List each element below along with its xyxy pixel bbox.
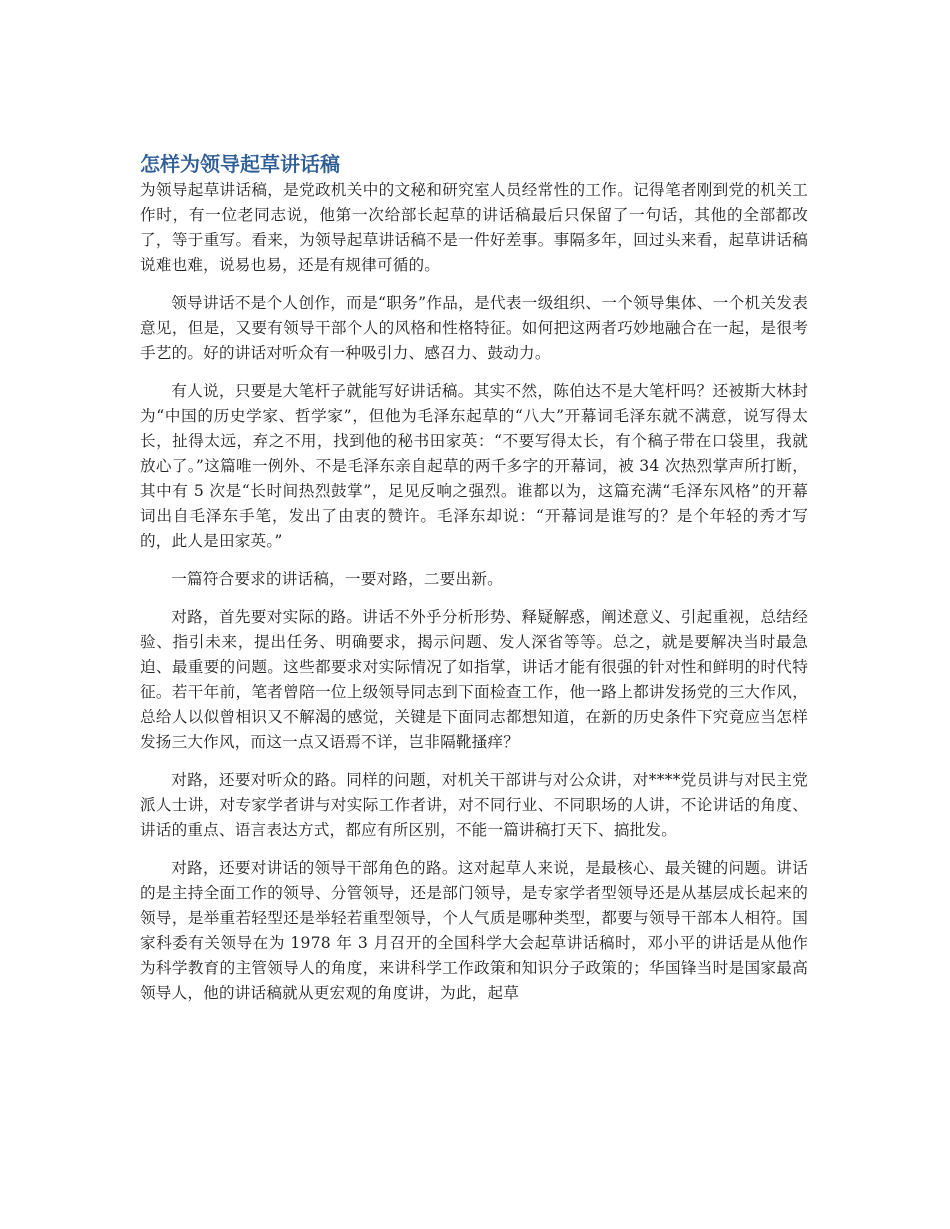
document-page	[140, 150, 808, 1019]
paragraph-5: 对路，首先要对实际的路。讲话不外乎分析形势、释疑解惑，阐述意义、引起重视，总结经验、指引未来，提出任务、明确要求，揭示问题、发人深省等等。总之，就是要解决当时最急迫、最重要的问题。这些都要求对实际情况了如指掌，讲话才能有很强的针对性和鲜明的时代特征。若干年前，笔者曾陪一位上级领导同志到下面检查工作，他一路上都讲发扬党的三大作风，总给人以似曾相识又不解渴的感觉，关键是下面同志都想知道，在新的历史条件下究竟应当怎样发扬三大作风，而这一点又语焉不详，岂非隔靴搔痒？	[140, 608, 808, 751]
paragraph-4: 一篇符合要求的讲话稿，一要对路，二要出新。	[171, 570, 503, 588]
paragraph-intro: 为领导起草讲话稿，是党政机关中的文秘和研究室人员经常性的工作。记得笔者刚到党的机关工作时，有一位老同志说，他第一次给部长起草的讲话稿最后只保留了一句话，其他的全部都改了，等于重写。看来，为领导起草讲话稿不是一件好差事。事隔多年，回过头来看，起草讲话稿说难也难，说易也易，还是有规律可循的。	[140, 181, 808, 274]
document-title: 怎样为领导起草讲话稿	[140, 152, 340, 176]
paragraph-2: 领导讲话不是个人创作，而是“职务”作品，是代表一级组织、一个领导集体、一个机关发表意见，但是，又要有领导干部个人的风格和性格特征。如何把这两者巧妙地融合在一起，是很考手艺的。好的讲话对听众有一种吸引力、感召力、鼓动力。	[140, 294, 808, 362]
paragraph-6: 对路，还要对听众的路。同样的问题，对机关干部讲与对公众讲，对****党员讲与对民主党派人士讲，对专家学者讲与对实际工作者讲，对不同行业、不同职场的人讲，不论讲话的角度、讲话的重点、语言表达方式，都应有所区别，不能一篇讲稿打天下、搞批发。	[140, 771, 808, 839]
paragraph-7: 对路，还要对讲话的领导干部角色的路。这对起草人来说，是最核心、最关键的问题。讲话的是主持全面工作的领导、分管领导，还是部门领导，是专家学者型领导还是从基层成长起来的领导，是举重若轻型还是举轻若重型领导，个人气质是哪种类型，都要与领导干部本人相符。国家科委有关领导在为 1978 年 3 月召开的全国科学大会起草讲话稿时，邓小平的讲话是从他作为科学教育的主管领导人的角度，来讲科学工作政策和知识分子政策的；华国锋当时是国家最高领导人，他的讲话稿就从更宏观的角度讲，为此，起草	[140, 859, 808, 1002]
paragraph-3: 有人说，只要是大笔杆子就能写好讲话稿。其实不然，陈伯达不是大笔杆吗？还被斯大林封为“中国的历史学家、哲学家”，但他为毛泽东起草的“八大”开幕词毛泽东就不满意，说写得太长，扯得太远，弃之不用，找到他的秘书田家英：“不要写得太长，有个稿子带在口袋里，我就放心了。”这篇唯一例外、不是毛泽东亲自起草的两千多字的开幕词，被 34 次热烈掌声所打断，其中有 5 次是“长时间热烈鼓掌”，足见反响之强烈。谁都以为，这篇充满“毛泽东风格”的开幕词出自毛泽东手笔，发出了由衷的赞许。毛泽东却说：“开幕词是谁写的？是个年轻的秀才写的，此人是田家英。”	[140, 382, 808, 550]
